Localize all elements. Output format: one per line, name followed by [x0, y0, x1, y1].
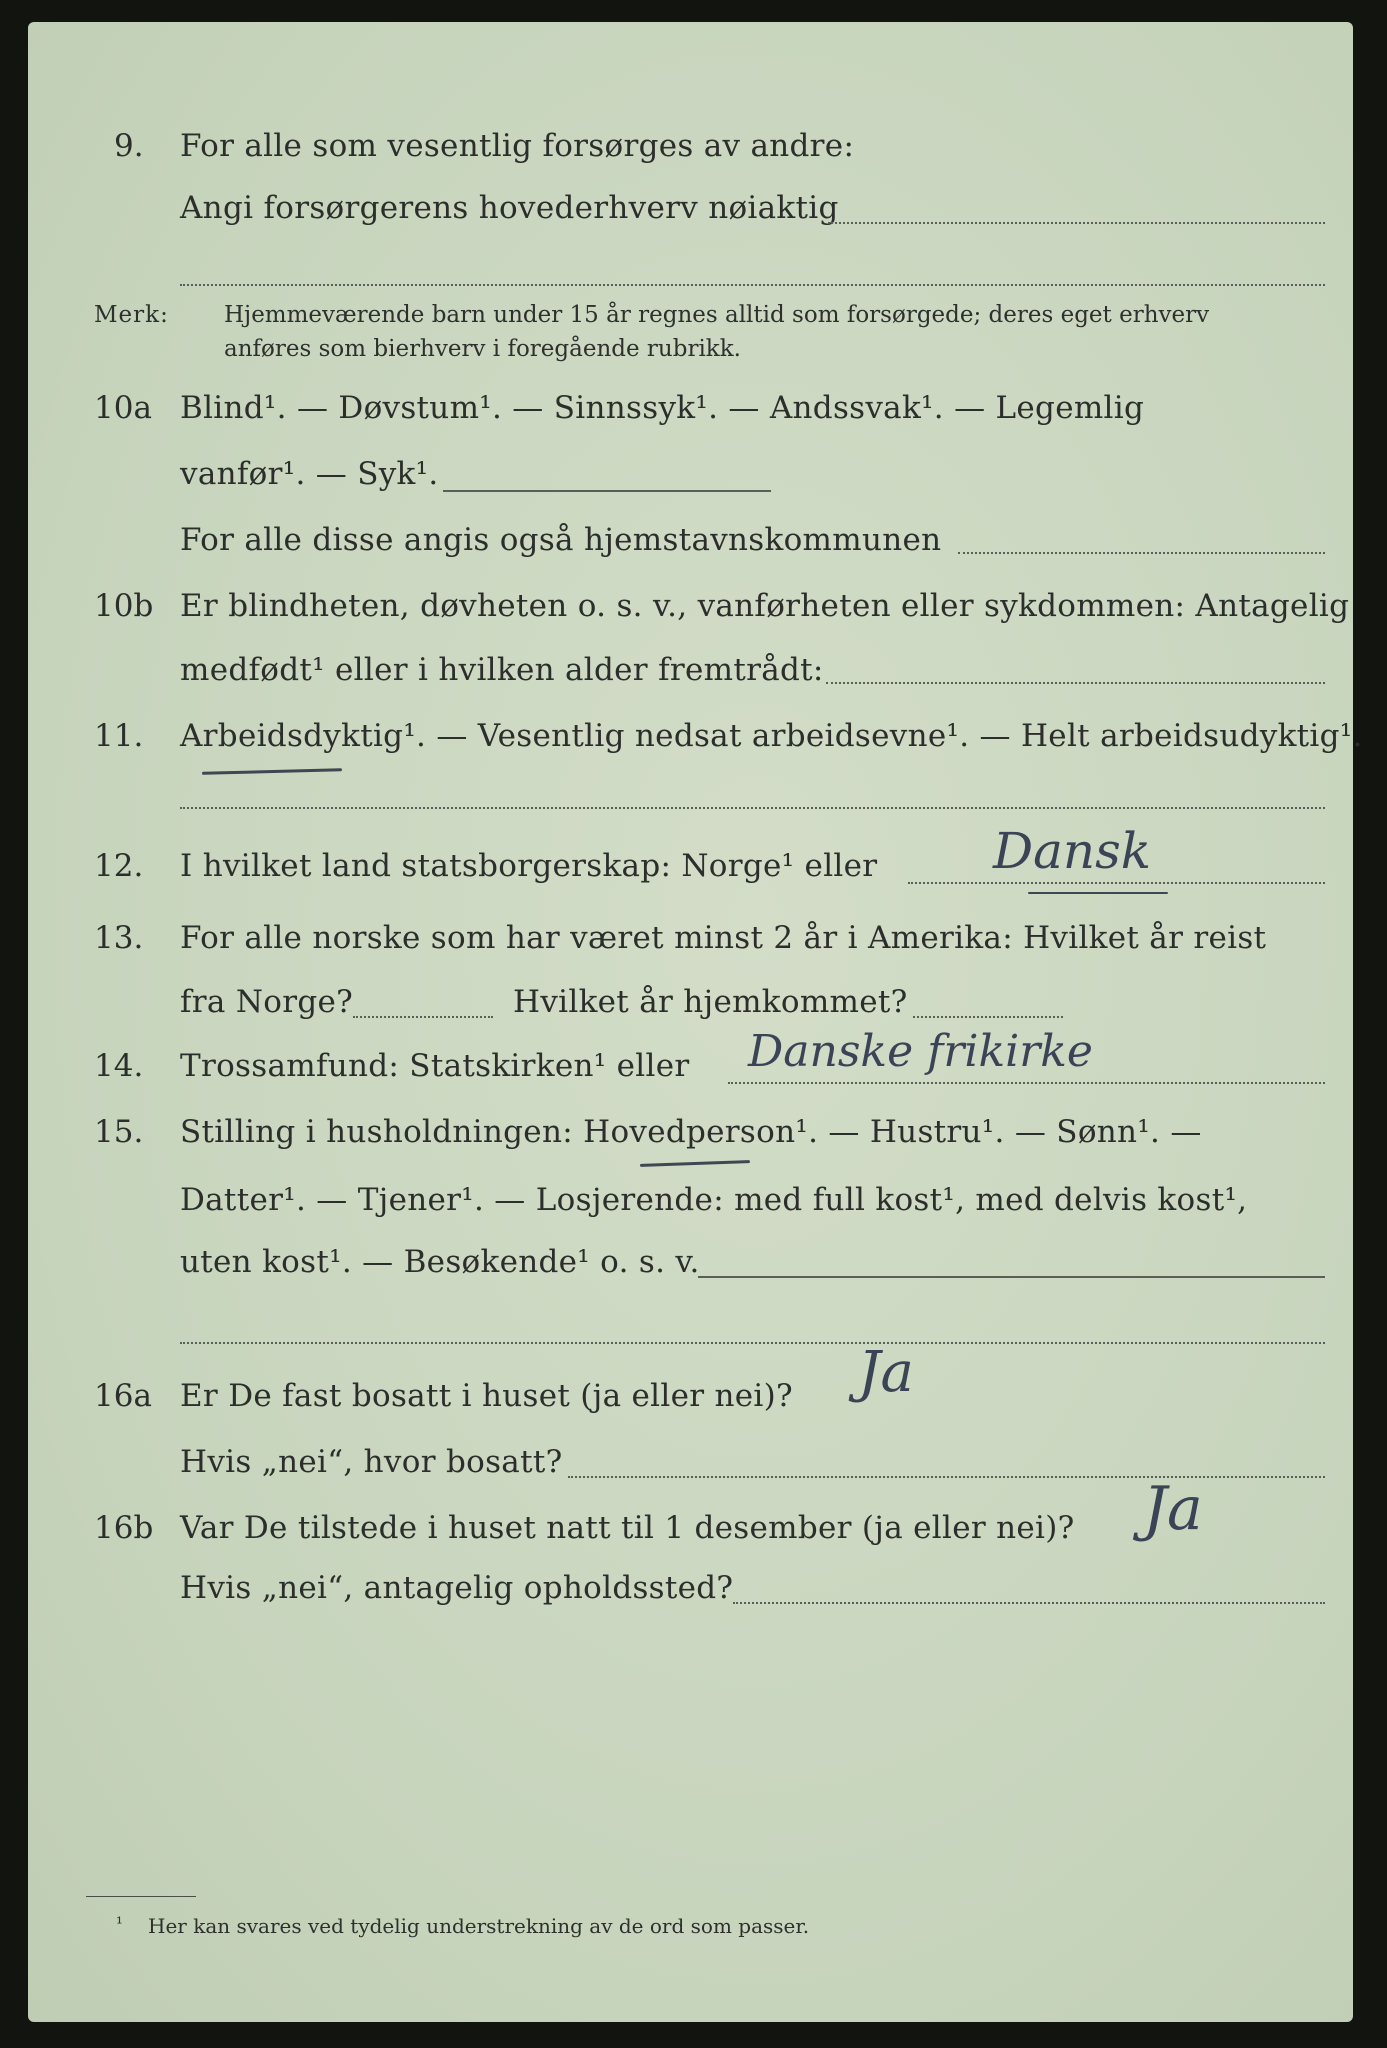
- q15-text-line1: Stilling i husholdningen: Hovedperson¹. — Hustru¹. — Sønn¹. —: [180, 1114, 1202, 1150]
- q15-answer-field-2[interactable]: [180, 1342, 1325, 1344]
- footnote-text: Her kan svares ved tydelig understrekning av de ord som passer.: [148, 1914, 810, 1938]
- item-number-16a: 16a: [94, 1378, 152, 1414]
- q16a-text-line1: Er De fast bosatt i huset (ja eller nei)?: [180, 1378, 793, 1414]
- q12-text-line1: I hvilket land statsborgerskap: Norge¹ eller: [180, 848, 878, 884]
- q10a-text-line3: For alle disse angis også hjemstavnskommunen: [180, 522, 942, 558]
- item-number-14: 14.: [94, 1048, 144, 1084]
- q14-answer-field[interactable]: [728, 1082, 1325, 1084]
- q15-text-line3: uten kost¹. — Besøkende¹ o. s. v.: [180, 1244, 700, 1280]
- merk-label: Merk:: [94, 302, 169, 328]
- footnote-mark: ¹: [116, 1914, 123, 1934]
- q12-handwritten-underline: [1028, 892, 1168, 894]
- q9-answer-field-2[interactable]: [180, 284, 1325, 286]
- q13-text-line2a: fra Norge?: [180, 984, 354, 1020]
- q16a-handwritten-answer: Ja: [858, 1340, 914, 1405]
- q10b-answer-field[interactable]: [826, 682, 1325, 684]
- q11-answer-field[interactable]: [180, 807, 1325, 809]
- q10a-answer-field[interactable]: [443, 490, 771, 492]
- q16b-text-line1: Var De tilstede i huset natt til 1 desember (ja eller nei)?: [180, 1510, 1075, 1546]
- footnote-rule: [86, 1896, 196, 1897]
- q10b-text-line2: medfødt¹ eller i hvilken alder fremtrådt:: [180, 652, 824, 688]
- q10a-text-line1: Blind¹. — Døvstum¹. — Sinnssyk¹. — Andssvak¹. — Legemlig: [180, 390, 1145, 426]
- q13-return-year-field[interactable]: [913, 1016, 1063, 1018]
- q12-answer-field[interactable]: [908, 882, 1325, 884]
- q13-text-line2b: Hvilket år hjemkommet?: [513, 984, 908, 1020]
- q15-text-line2: Datter¹. — Tjener¹. — Losjerende: med full kost¹, med delvis kost¹,: [180, 1182, 1248, 1218]
- q10a-municipality-field[interactable]: [958, 552, 1325, 554]
- q16a-text-line2: Hvis „nei“, hvor bosatt?: [180, 1444, 563, 1480]
- merk-text-line2: anføres som bierhverv i foregående rubrikk.: [224, 336, 741, 362]
- item-number-11: 11.: [94, 718, 144, 754]
- q16a-answer-field[interactable]: [568, 1476, 1325, 1478]
- q16b-handwritten-answer: Ja: [1143, 1474, 1203, 1544]
- item-number-16b: 16b: [94, 1510, 154, 1546]
- q11-text-line1: Arbeidsdyktig¹. — Vesentlig nedsat arbeidsevne¹. — Helt arbeidsudyktig¹.: [180, 718, 1363, 754]
- q10b-text-line1: Er blindheten, døvheten o. s. v., vanførheten eller sykdommen: Antagelig: [180, 588, 1350, 624]
- item-number-10a: 10a: [94, 390, 152, 426]
- q9-text-line1: For alle som vesentlig forsørges av andre:: [180, 128, 855, 164]
- item-number-12: 12.: [94, 848, 144, 884]
- q15-handwritten-underline: [640, 1160, 750, 1167]
- item-number-9: 9.: [114, 128, 144, 164]
- q14-handwritten-answer: Danske frikirke: [748, 1026, 1093, 1077]
- q14-text-line1: Trossamfund: Statskirken¹ eller: [180, 1048, 690, 1084]
- q11-handwritten-underline: [202, 768, 342, 775]
- q13-text-line1: For alle norske som har været minst 2 år i Amerika: Hvilket år reist: [180, 920, 1267, 956]
- item-number-15: 15.: [94, 1114, 144, 1150]
- item-number-10b: 10b: [94, 588, 154, 624]
- q12-handwritten-answer: Dansk: [993, 822, 1152, 880]
- q10a-text-line2: vanfør¹. — Syk¹.: [180, 456, 439, 492]
- q9-answer-field[interactable]: [828, 222, 1325, 224]
- q9-text-line2: Angi forsørgerens hovederhverv nøiaktig: [180, 190, 839, 226]
- q16b-text-line2: Hvis „nei“, antagelig opholdssted?: [180, 1570, 734, 1606]
- q15-answer-field[interactable]: [698, 1276, 1325, 1278]
- item-number-13: 13.: [94, 920, 144, 956]
- q16b-answer-field[interactable]: [733, 1602, 1325, 1604]
- q13-departure-year-field[interactable]: [353, 1016, 493, 1018]
- census-form-page: [28, 22, 1363, 2022]
- merk-text-line1: Hjemmeværende barn under 15 år regnes alltid som forsørgede; deres eget erhverv: [224, 302, 1210, 328]
